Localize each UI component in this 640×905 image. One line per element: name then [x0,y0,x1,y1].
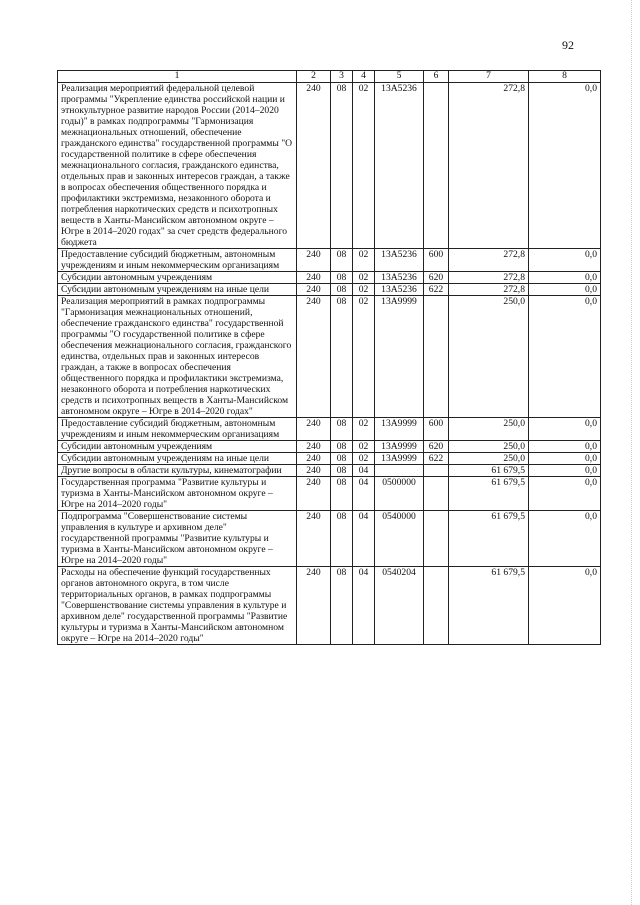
item-name-cell: Субсидии автономным учреждениям на иные цели [58,453,297,465]
amount-secondary-cell: 0,0 [529,453,601,465]
expense-type-cell [424,511,449,567]
subsection-code-cell: 02 [353,296,375,418]
expense-type-cell: 620 [424,272,449,284]
table-row [58,465,601,477]
section-code-cell: 08 [331,418,353,441]
section-code-cell: 08 [331,249,353,272]
ministry-code-cell: 240 [297,465,331,477]
table-row [58,284,601,296]
section-code-cell: 08 [331,284,353,296]
expense-type-cell: 622 [424,453,449,465]
target-article-cell: 13А5236 [375,284,424,296]
target-article-cell: 0500000 [375,477,424,511]
subsection-code-cell: 02 [353,453,375,465]
expense-type-cell [424,465,449,477]
amount-cell: 272,8 [449,284,529,296]
amount-cell: 250,0 [449,296,529,418]
target-article-cell: 0540000 [375,511,424,567]
amount-cell: 250,0 [449,453,529,465]
item-name-cell: Реализация мероприятий федеральной целевой программы "Укрепление единства российской нации и этнокультурное развитие народов России (2014–2020 годы)" в рамках подпрограммы "Гармонизация межнациональных отношений, обеспечение гражданского единства" государственной программы "О государственной политике в сфере обеспечения межнационального согласия, гражданского единства, отдельных прав и законных интересов граждан, а также в вопросах обеспечения общественного порядка и профилактики экстремизма, незаконного оборота и потребления наркотических средств и психотропных веществ в Ханты-Мансийском автономном округе – Югре в 2014–2020 годах" за счет средств федерального бюджета [58,83,297,249]
amount-cell: 272,8 [449,83,529,249]
subsection-code-cell: 04 [353,465,375,477]
ministry-code-cell: 240 [297,418,331,441]
budget-table [57,70,601,645]
table-row [58,441,601,453]
ministry-code-cell: 240 [297,284,331,296]
amount-secondary-cell: 0,0 [529,567,601,645]
expense-type-cell [424,477,449,511]
ministry-code-cell: 240 [297,511,331,567]
subsection-code-cell: 04 [353,511,375,567]
item-name-cell: Субсидии автономным учреждениям на иные цели [58,284,297,296]
header-row [58,71,601,83]
page-number: 92 [562,38,574,52]
ministry-code-cell: 240 [297,83,331,249]
section-code-cell: 08 [331,465,353,477]
item-name-cell: Предоставление субсидий бюджетным, автономным учреждениям и иным некоммерческим организациям [58,249,297,272]
amount-cell: 61 679,5 [449,465,529,477]
column-header-4: 4 [353,71,375,83]
amount-secondary-cell: 0,0 [529,249,601,272]
section-code-cell: 08 [331,83,353,249]
column-header-8: 8 [529,71,601,83]
column-header-1: 1 [58,71,297,83]
expense-type-cell [424,83,449,249]
item-name-cell: Реализация мероприятий в рамках подпрограммы "Гармонизация межнациональных отношений, обеспечение гражданского единства" государственной программы "О государственной политике в сфере обеспечения межнационального согласия, гражданского единства, отдельных прав и законных интересов граждан, а также в вопросах обеспечения общественного порядка и профилактики экстремизма, незаконного оборота и потребления наркотических средств и психотропных веществ в Ханты-Мансийском автономном округе – Югре в 2014–2020 годах" [58,296,297,418]
target-article-cell: 13А5236 [375,272,424,284]
amount-cell: 272,8 [449,249,529,272]
expense-type-cell: 600 [424,418,449,441]
ministry-code-cell: 240 [297,441,331,453]
ministry-code-cell: 240 [297,567,331,645]
amount-secondary-cell: 0,0 [529,272,601,284]
subsection-code-cell: 02 [353,418,375,441]
subsection-code-cell: 02 [353,272,375,284]
table-row [58,453,601,465]
amount-cell: 250,0 [449,441,529,453]
target-article-cell: 13А5236 [375,249,424,272]
ministry-code-cell: 240 [297,249,331,272]
amount-cell: 250,0 [449,418,529,441]
item-name-cell: Субсидии автономным учреждениям [58,272,297,284]
section-code-cell: 08 [331,296,353,418]
subsection-code-cell: 02 [353,249,375,272]
amount-cell: 272,8 [449,272,529,284]
item-name-cell: Субсидии автономным учреждениям [58,441,297,453]
page-edge [631,0,640,905]
column-header-5: 5 [375,71,424,83]
table-body [58,83,601,645]
amount-secondary-cell: 0,0 [529,441,601,453]
expense-type-cell: 600 [424,249,449,272]
expense-type-cell: 622 [424,284,449,296]
section-code-cell: 08 [331,511,353,567]
target-article-cell [375,465,424,477]
ministry-code-cell: 240 [297,296,331,418]
table-row [58,477,601,511]
amount-secondary-cell: 0,0 [529,284,601,296]
item-name-cell: Подпрограмма "Совершенствование системы управления в культуре и архивном деле" государственной программы "Развитие культуры и туризма в Ханты-Мансийском автономном округе – Югре на 2014–2020 годы" [58,511,297,567]
section-code-cell: 08 [331,567,353,645]
amount-cell: 61 679,5 [449,477,529,511]
ministry-code-cell: 240 [297,453,331,465]
subsection-code-cell: 02 [353,284,375,296]
table-row [58,272,601,284]
expense-type-cell [424,296,449,418]
amount-secondary-cell: 0,0 [529,418,601,441]
subsection-code-cell: 04 [353,567,375,645]
subsection-code-cell: 02 [353,441,375,453]
item-name-cell: Расходы на обеспечение функций государственных органов автономного округа, в том числе территориальных органов, в рамках подпрограммы "Совершенствование системы управления в культуре и архивном деле" государственной программы "Развитие культуры и туризма в Ханты-Мансийском автономном округе – Югре на 2014–2020 годы" [58,567,297,645]
target-article-cell: 13А9999 [375,418,424,441]
table-row [58,418,601,441]
table-row [58,567,601,645]
column-header-3: 3 [331,71,353,83]
target-article-cell: 13А9999 [375,296,424,418]
table-row [58,249,601,272]
table-row [58,83,601,249]
subsection-code-cell: 02 [353,83,375,249]
section-code-cell: 08 [331,453,353,465]
column-header-7: 7 [449,71,529,83]
amount-secondary-cell: 0,0 [529,296,601,418]
expense-type-cell: 620 [424,441,449,453]
target-article-cell: 0540204 [375,567,424,645]
expense-type-cell [424,567,449,645]
target-article-cell: 13А5236 [375,83,424,249]
section-code-cell: 08 [331,441,353,453]
subsection-code-cell: 04 [353,477,375,511]
target-article-cell: 13А9999 [375,453,424,465]
section-code-cell: 08 [331,272,353,284]
item-name-cell: Государственная программа "Развитие культуры и туризма в Ханты-Мансийском автономном округе – Югре на 2014–2020 годы" [58,477,297,511]
column-header-6: 6 [424,71,449,83]
amount-secondary-cell: 0,0 [529,465,601,477]
item-name-cell: Предоставление субсидий бюджетным, автономным учреждениям и иным некоммерческим организациям [58,418,297,441]
section-code-cell: 08 [331,477,353,511]
amount-secondary-cell: 0,0 [529,477,601,511]
amount-cell: 61 679,5 [449,567,529,645]
target-article-cell: 13А9999 [375,441,424,453]
table-row [58,511,601,567]
ministry-code-cell: 240 [297,477,331,511]
column-header-2: 2 [297,71,331,83]
amount-secondary-cell: 0,0 [529,83,601,249]
amount-secondary-cell: 0,0 [529,511,601,567]
amount-cell: 61 679,5 [449,511,529,567]
item-name-cell: Другие вопросы в области культуры, кинематографии [58,465,297,477]
table-row [58,296,601,418]
ministry-code-cell: 240 [297,272,331,284]
